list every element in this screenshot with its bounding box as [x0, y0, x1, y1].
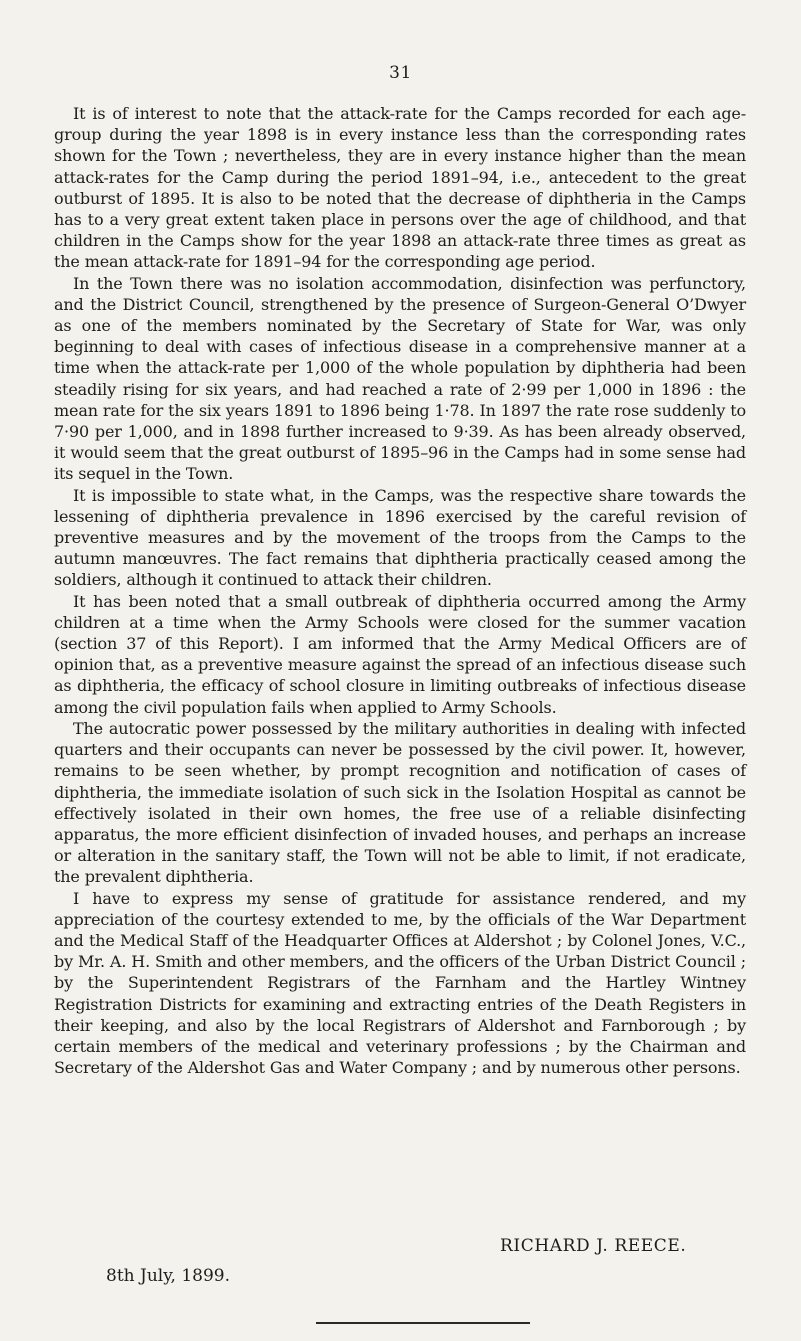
date-line: 8th July, 1899. — [106, 1266, 231, 1286]
paragraph-acknowledgements: I have to express my sense of gratitude for assistance rendered, and my appreciation of the courtesy extended to me, by the officials of the War Department and the Medical Staff of the Headquarter Offices at Aldershot ; by Colonel Jones, V.C., by Mr. A. H. Smith and other members, and the officers of the Urban District Council ; by the Superintendent Registrars of the Farnham and the Hartley Wintney Registration Districts for examining and extracting entries of the Death Registers in their keeping, and also by the local Registrars of Aldershot and Farnborough ; by certain members of the medical and veterinary professions ; by the Chairman and Secretary of the Aldershot Gas and Water Company ; and by numerous other persons. — [54, 888, 746, 1078]
signature: RICHARD J. REECE. — [500, 1236, 687, 1256]
paragraph-autocratic-power: The autocratic power possessed by the military authorities in dealing with infected quarters and their occupants can never be possessed by the civil power. It, however, remains to be seen whether, by prompt recognition and notification of cases of diphtheria, the immediate isolation of such sick in the Isolation Hospital as cannot be effectively isolated in their own homes, the free use of a reliable disinfecting apparatus, the more efficient disinfection of invaded houses, and perhaps an increase or alteration in the sanitary staff, the Town will not be able to limit, if not eradicate, the prevalent diphtheria. — [54, 718, 746, 887]
body-text — [54, 103, 746, 1078]
paragraph-army-schools: It has been noted that a small outbreak of diphtheria occurred among the Army children at a time when the Army Schools were closed for the summer vacation (section 37 of this Report). I am informed that the Army Medical Officers are of opinion that, as a preventive measure against the spread of an infectious disease such as diphtheria, the efficacy of school closure in limiting outbreaks of infectious disease among the civil population fails when applied to Army Schools. — [54, 591, 746, 717]
closing-rule — [316, 1322, 530, 1324]
paragraph-town-isolation: In the Town there was no isolation accommodation, disinfection was perfunctory, and the District Council, strengthened by the presence of Surgeon-General O’Dwyer as one of the members nominated by the Secretary of State for War, was only beginning to deal with cases of infectious disease in a comprehensive manner at a time when the attack-rate per 1,000 of the whole population by diphtheria had been steadily rising for six years, and had reached a rate of 2·99 per 1,000 in 1896 : the mean rate for the six years 1891 to 1896 being 1·78. In 1897 the rate rose suddenly to 7·90 per 1,000, and in 1898 further increased to 9·39. As has been already observed, it would seem that the great outburst of 1895–96 in the Camps had in some sense had its sequel in the Town. — [54, 273, 746, 484]
page-number: 31 — [389, 63, 412, 83]
paragraph-attack-rate: It is of interest to note that the attack-rate for the Camps recorded for each age-group during the year 1898 is in every instance less than the corresponding rates shown for the Town ; nevertheless, they are in every instance higher than the mean attack-rates for the Camp during the period 1891–94, i.e., antecedent to the great outburst of 1895. It is also to be noted that the decrease of diphtheria in the Camps has to a very great extent taken place in persons over the age of childhood, and that children in the Camps show for the year 1898 an attack-rate three times as great as the mean attack-rate for 1891–94 for the corresponding age period. — [54, 104, 746, 272]
paragraph-camps-lessening: It is impossible to state what, in the Camps, was the respective share towards the lessening of diphtheria prevalence in 1896 exercised by the careful revision of preventive measures and by the movement of the troops from the Camps to the autumn manœuvres. The fact remains that diphtheria practically ceased among the soldiers, although it continued to attack their children. — [54, 485, 746, 590]
